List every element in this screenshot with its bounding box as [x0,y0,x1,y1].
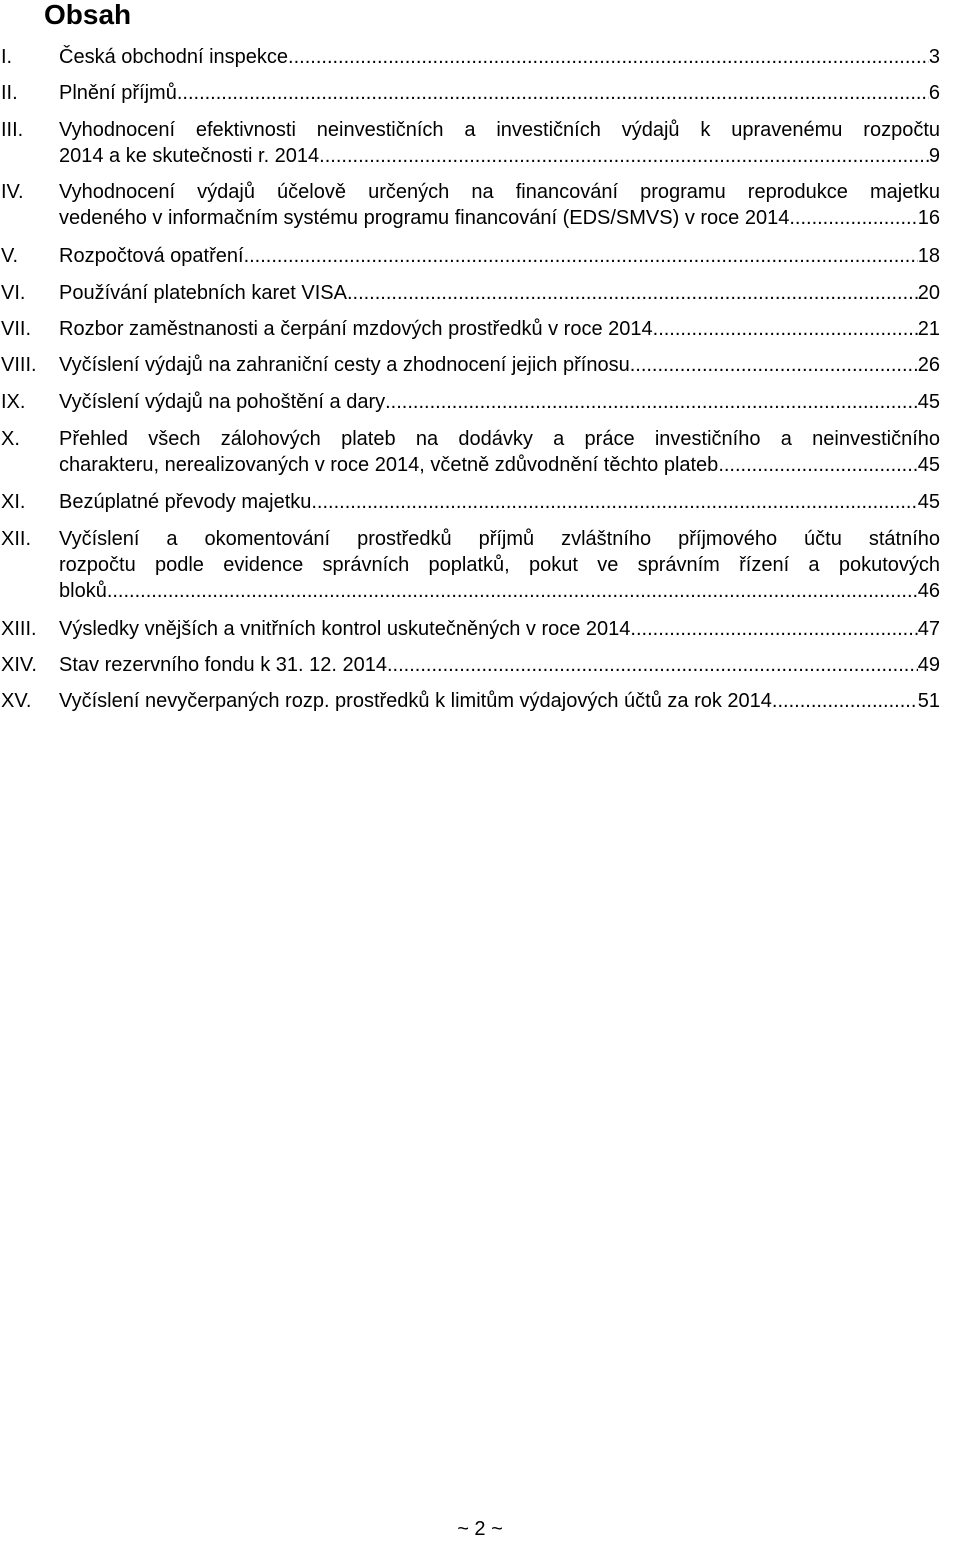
toc-entry-title-line [59,143,940,169]
toc-entry[interactable] [0,526,960,604]
toc-entry-number: IV. [1,181,24,203]
toc-entry-number: VIII. [1,354,37,376]
toc-entry-page: 45 [917,454,940,476]
toc-entry[interactable] [0,179,960,231]
toc-entry-page: 51 [917,690,940,712]
toc-entry-title-line [59,280,940,306]
toc-entry[interactable] [0,426,960,478]
toc-entry-title: bloků [59,580,107,602]
dot-leader [177,80,929,106]
toc-entry-number: IX. [1,391,26,413]
page-number: ~ 2 ~ [457,1518,503,1540]
toc-entry-title: vedeného v informačním systému programu financování (EDS/SMVS) v roce 2014 [59,207,790,229]
toc-entry[interactable] [0,316,960,342]
toc-entry[interactable] [0,280,960,306]
toc-entry[interactable] [0,80,960,106]
toc-entry[interactable] [0,616,960,642]
dot-leader [385,389,918,415]
toc-entry-page: 45 [917,491,940,513]
toc-entry-title-line [59,452,940,478]
toc-entry-title: Vyčíslení nevyčerpaných rozp. prostředků k limitům výdajových účtů za rok 2014 [59,690,772,712]
toc-entry[interactable] [0,117,960,169]
toc-entry-page: 26 [917,354,940,376]
toc-entry-title-line [59,243,940,269]
toc-entry-page: 6 [928,82,940,104]
dot-leader [107,578,918,604]
dot-leader [653,316,918,342]
toc-entry-title-line: Přehled všech zálohových plateb na dodávky a práce investičního a neinvestičního [59,428,940,450]
dot-leader [630,352,918,378]
toc-entry-title-line [59,389,940,415]
dot-leader [244,243,918,269]
toc-entry-title-line [59,352,940,378]
toc-entry-page: 49 [917,654,940,676]
toc-entry-title: Plnění příjmů [59,82,177,104]
toc-entry[interactable] [0,688,960,714]
toc-entry-title-line: Vyhodnocení efektivnosti neinvestičních a investičních výdajů k upravenému rozpočtu [59,119,940,141]
toc-entry[interactable] [0,389,960,415]
toc-entry-page: 20 [917,282,940,304]
toc-entry-title-line [59,80,940,106]
page-title: Obsah [44,0,132,30]
toc-entry[interactable] [0,652,960,678]
toc-entry-title-line: rozpočtu podle evidence správních poplatků, pokut ve správním řízení a pokutových [59,554,940,576]
toc-entry-number: XIII. [1,618,37,640]
toc-entry-page: 9 [928,145,940,167]
toc-entry-page: 16 [917,207,940,229]
toc-entry-title: Stav rezervního fondu k 31. 12. 2014 [59,654,387,676]
toc-entry-number: VII. [1,318,32,340]
dot-leader [311,489,917,515]
toc-entry-title-line [59,688,940,714]
toc-entry-title: 2014 a ke skutečnosti r. 2014. [59,145,325,167]
toc-entry-title-line [59,316,940,342]
toc-entry-number: XI. [1,491,26,513]
toc-entry-number: II. [1,82,18,104]
dot-leader [718,452,917,478]
toc-entry-title-line [59,44,940,70]
toc-entry-title: Bezúplatné převody majetku [59,491,312,513]
dot-leader [630,616,917,642]
toc-entry-page: 3 [928,46,940,68]
toc-entry[interactable] [0,489,960,515]
toc-entry-title-line [59,205,940,231]
dot-leader [387,652,918,678]
toc-entry-title: Vyčíslení výdajů na pohoštění a dary [59,391,386,413]
dot-leader [789,205,917,231]
toc-entry-page: 45 [917,391,940,413]
toc-entry-title: charakteru, nerealizovaných v roce 2014, včetně zdůvodnění těchto plateb [59,454,719,476]
toc-entry-number: XV. [1,690,32,712]
dot-leader [288,44,929,70]
toc-entry-number: XIV. [1,654,37,676]
toc-entry-number: III. [1,119,24,141]
toc-entry-title: Vyčíslení výdajů na zahraniční cesty a zhodnocení jejich přínosu [59,354,630,376]
toc-entry-title-line: Vyčíslení a okomentování prostředků příjmů zvláštního příjmového účtu státního [59,528,940,550]
toc-entry-page: 21 [917,318,940,340]
toc-entry-title-line [59,578,940,604]
toc-entry-number: VI. [1,282,26,304]
toc-entry[interactable] [0,352,960,378]
toc-entry-title: Česká obchodní inspekce [59,46,289,68]
toc-entry-title: Rozpočtová opatření [59,245,244,267]
toc-entry-title-line [59,652,940,678]
toc-entry-title: Rozbor zaměstnanosti a čerpání mzdových prostředků v roce 2014 [59,318,653,340]
toc-entry-page: 47 [917,618,940,640]
toc-entry-number: V. [1,245,19,267]
toc-entry-page: 46 [917,580,940,602]
toc-entry[interactable] [0,44,960,70]
toc-entry-title: Výsledky vnějších a vnitřních kontrol uskutečněných v roce 2014 [59,618,631,640]
toc-entry-title: Používání platebních karet VISA [59,282,347,304]
toc-entry[interactable] [0,243,960,269]
dot-leader [325,143,929,169]
toc-entry-page: 18 [917,245,940,267]
toc-entry-number: I. [1,46,13,68]
toc-entry-title-line [59,616,940,642]
dot-leader [772,688,918,714]
toc-entry-number: XII. [1,528,32,550]
toc-entry-number: X. [1,428,20,450]
toc-entry-title-line: Vyhodnocení výdajů účelově určených na financování programu reprodukce majetku [59,181,940,203]
dot-leader [347,280,918,306]
toc-entry-title-line [59,489,940,515]
